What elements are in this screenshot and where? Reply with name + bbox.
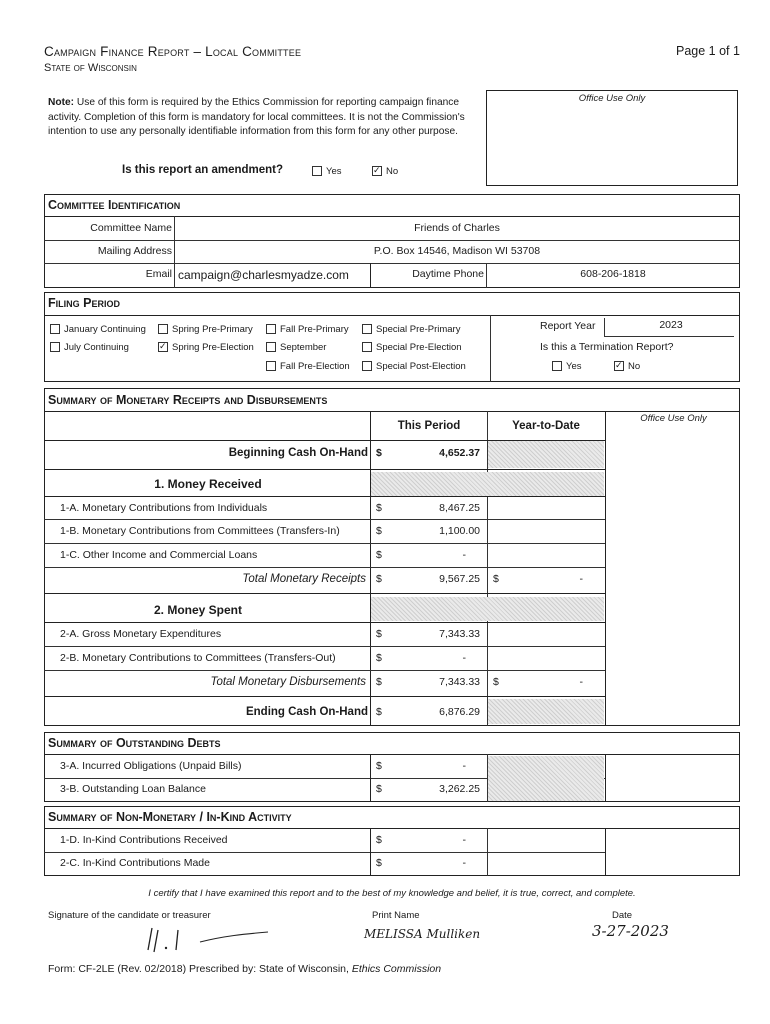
checkbox-icon[interactable] [362, 361, 372, 371]
dollar-sign: $ [376, 502, 382, 514]
filing-jan[interactable] [50, 324, 146, 335]
signature-image[interactable] [144, 920, 274, 959]
dollar-sign: $ [376, 525, 382, 537]
filing-september[interactable] [266, 342, 326, 353]
summary-section-title: Summary of Monetary Receipts and Disbursements [48, 393, 328, 407]
filing-special-pe[interactable] [362, 342, 462, 353]
note-paragraph [48, 96, 488, 140]
filing-jan-label: January Continuing [64, 324, 146, 335]
inkind-section-title: Summary of Non-Monetary / In-Kind Activity [48, 810, 292, 824]
filing-fall-pe[interactable] [266, 361, 350, 372]
ending-cash[interactable]: 6,876.29 [439, 706, 480, 718]
filing-special-pe-label: Special Pre-Election [376, 342, 462, 353]
filing-spring-pe[interactable] [158, 342, 254, 353]
ending-cash-label: Ending Cash On-Hand [245, 706, 368, 718]
checkbox-icon[interactable] [362, 342, 372, 352]
filing-special-post[interactable] [362, 361, 466, 372]
checkbox-checked-icon[interactable] [614, 361, 624, 371]
mailing-address[interactable]: P.O. Box 14546, Madison WI 53708 [373, 245, 541, 257]
filing-period-title: Filing Period [48, 296, 120, 310]
office-use-label: Office Use Only [578, 93, 646, 104]
filing-july-label: July Continuing [64, 342, 129, 353]
checkbox-icon[interactable] [158, 324, 168, 334]
phone-value[interactable]: 608-206-1818 [580, 268, 646, 280]
row-3b-label: 3-B. Outstanding Loan Balance [60, 783, 206, 795]
col-this-period: This Period [397, 420, 461, 432]
checkbox-icon[interactable] [266, 361, 276, 371]
committee-section-title: Committee Identification [48, 198, 181, 212]
dollar-sign: $ [376, 573, 382, 585]
row-1a-label: 1-A. Monetary Contributions from Individuals [60, 502, 268, 514]
checkbox-icon[interactable] [552, 361, 562, 371]
row-1b-value[interactable]: 1,100.00 [439, 525, 480, 537]
filing-fall-pp[interactable] [266, 324, 349, 335]
row-2b-label: 2-B. Monetary Contributions to Committees (Transfers-Out) [60, 652, 336, 664]
money-received-title: 1. Money Received [154, 477, 262, 491]
row-1c-label: 1-C. Other Income and Commercial Loans [60, 549, 258, 561]
filing-spring-pe-label: Spring Pre-Election [172, 342, 254, 353]
dollar-sign: $ [376, 857, 382, 869]
filing-spring-pp[interactable] [158, 324, 253, 335]
row-1b-label: 1-B. Monetary Contributions from Committees (Transfers-In) [60, 525, 340, 537]
termination-question: Is this a Termination Report? [540, 341, 674, 353]
termination-yes-label: Yes [566, 361, 582, 372]
office-use-box [486, 90, 738, 186]
row-2b-value[interactable]: - [462, 652, 466, 664]
amendment-question: Is this report an amendment? [122, 164, 284, 176]
filing-spring-pp-label: Spring Pre-Primary [172, 324, 253, 335]
checkbox-icon[interactable] [266, 342, 276, 352]
checkbox-icon[interactable] [266, 324, 276, 334]
date-value[interactable]: 3-27-2023 [592, 922, 669, 940]
row-1c-value[interactable]: - [462, 549, 466, 561]
dollar-sign: $ [376, 834, 382, 846]
phone-label: Daytime Phone [412, 268, 484, 280]
termination-no-label: No [628, 361, 641, 372]
checkbox-checked-icon[interactable] [372, 166, 382, 176]
beginning-cash-label: Beginning Cash On-Hand [228, 447, 368, 459]
checkbox-icon[interactable] [50, 324, 60, 334]
mailing-address-label: Mailing Address [97, 245, 172, 257]
row-1d-value[interactable]: - [462, 834, 466, 846]
handwritten-signature-icon [144, 920, 274, 954]
checkbox-checked-icon[interactable] [158, 342, 168, 352]
row-1a-value[interactable]: 8,467.25 [439, 502, 480, 514]
signature-label: Signature of the candidate or treasurer [48, 910, 211, 921]
total-receipts-label: Total Monetary Receipts [242, 573, 366, 585]
row-2c-label: 2-C. In-Kind Contributions Made [60, 857, 210, 869]
amendment-no-label: No [386, 166, 399, 177]
dollar-sign: $ [376, 706, 382, 718]
dollar-sign: $ [376, 676, 382, 688]
email-value[interactable]: campaign@charlesmyadze.com [178, 268, 349, 282]
date-label: Date [612, 910, 633, 921]
form-footer [48, 963, 441, 975]
amendment-no[interactable] [372, 166, 398, 177]
filing-july[interactable] [50, 342, 129, 353]
amendment-yes-label: Yes [326, 166, 342, 177]
committee-name-label: Committee Name [90, 222, 172, 234]
filing-special-pp[interactable] [362, 324, 460, 335]
row-1d-label: 1-D. In-Kind Contributions Received [60, 834, 228, 846]
summary-office-use: Office Use Only [640, 413, 707, 424]
col-year-to-date: Year-to-Date [512, 420, 580, 432]
footer-agency: Ethics Commission [351, 963, 442, 975]
dollar-sign: $ [493, 573, 499, 585]
dollar-sign: $ [376, 549, 382, 561]
dollar-sign: $ [376, 447, 382, 459]
row-2a-label: 2-A. Gross Monetary Expenditures [60, 628, 222, 640]
money-spent-title: 2. Money Spent [153, 603, 242, 617]
filing-fall-pe-label: Fall Pre-Election [280, 361, 350, 372]
checkbox-icon[interactable] [362, 324, 372, 334]
report-year[interactable]: 2023 [659, 319, 683, 331]
committee-name[interactable]: Friends of Charles [414, 222, 500, 234]
dollar-sign: $ [376, 628, 382, 640]
total-receipts-value[interactable]: 9,567.25 [439, 573, 480, 585]
total-receipts-ytd[interactable]: - [579, 573, 583, 585]
debts-section-title: Summary of Outstanding Debts [48, 736, 221, 750]
dollar-sign: $ [376, 760, 382, 772]
filing-september-label: September [280, 342, 327, 353]
termination-yes[interactable] [552, 361, 582, 372]
form-title: Campaign Finance Report – Local Committee [44, 44, 302, 59]
note-label: Note: [48, 97, 75, 108]
report-year-label: Report Year [540, 320, 596, 332]
row-3b-value[interactable]: 3,262.25 [439, 783, 480, 795]
certification-text: I certify that I have examined this report and to the best of my knowledge and belief, it is true, correct, and complete. [148, 888, 636, 899]
print-name-value[interactable]: MELISSA Mulliken [364, 927, 481, 941]
checkbox-icon[interactable] [312, 166, 322, 176]
row-3a-label: 3-A. Incurred Obligations (Unpaid Bills) [60, 760, 242, 772]
filing-special-post-label: Special Post-Election [376, 361, 466, 372]
dollar-sign: $ [376, 652, 382, 664]
note-text: Use of this form is required by the Ethics Commission for reporting campaign finance activity. Completion of this form is mandatory for local committees. It is not the Commission's intention to use any personally identifiable information from this form for any other purpose. [48, 97, 465, 137]
page-number: Page 1 of 1 [676, 44, 740, 58]
email-label: Email [145, 268, 172, 280]
total-disb-value[interactable]: 7,343.33 [439, 676, 480, 688]
total-disb-ytd[interactable]: - [579, 676, 583, 688]
row-2c-value[interactable]: - [462, 857, 466, 869]
dollar-sign: $ [376, 783, 382, 795]
row-2a-value[interactable]: 7,343.33 [439, 628, 480, 640]
filing-special-pp-label: Special Pre-Primary [376, 324, 461, 335]
checkbox-icon[interactable] [50, 342, 60, 352]
filing-fall-pp-label: Fall Pre-Primary [280, 324, 349, 335]
footer-form: Form: CF-2LE (Rev. 02/2018) Prescribed by: State of Wisconsin, [48, 963, 349, 975]
print-name-label: Print Name [372, 910, 420, 921]
row-3a-value[interactable]: - [462, 760, 466, 772]
beginning-cash[interactable]: 4,652.37 [439, 447, 480, 459]
termination-no[interactable] [614, 361, 640, 372]
amendment-yes[interactable] [312, 166, 342, 177]
dollar-sign: $ [493, 676, 499, 688]
form-subtitle: State of Wisconsin [44, 62, 137, 74]
total-disb-label: Total Monetary Disbursements [210, 676, 366, 688]
